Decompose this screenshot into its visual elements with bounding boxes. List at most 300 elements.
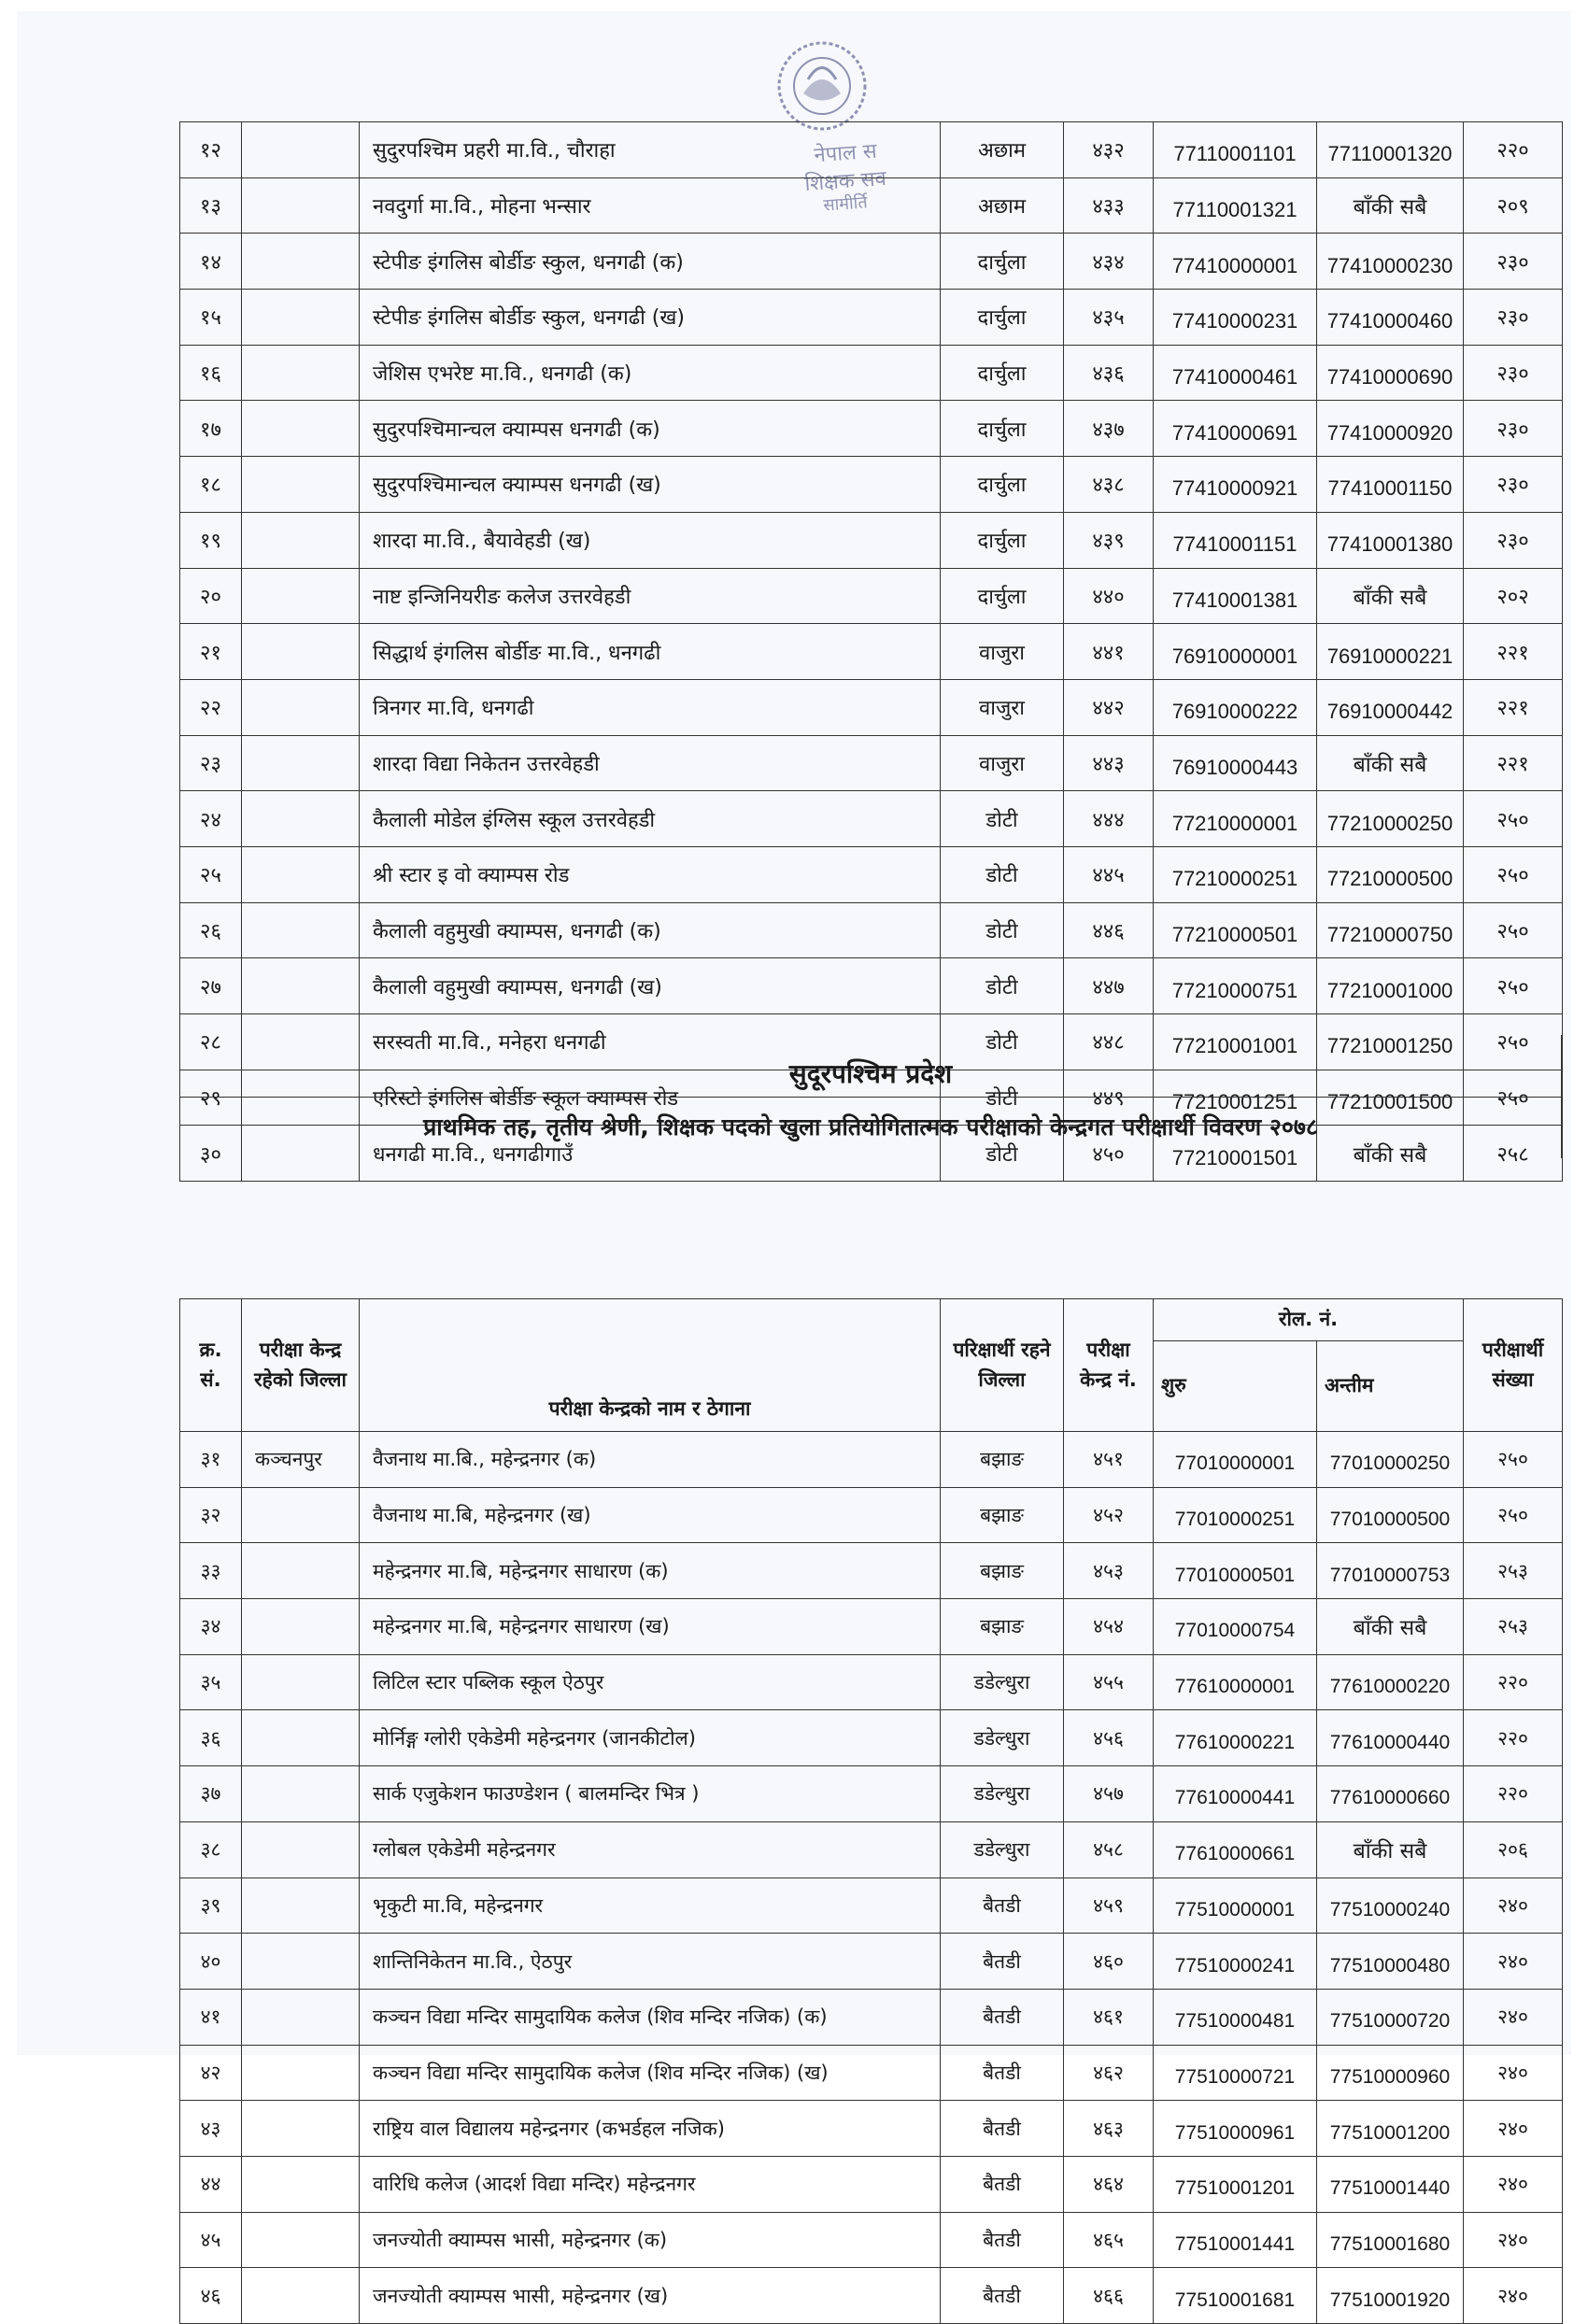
examinee-district-cell: बैतडी [941, 1878, 1064, 1934]
examinee-district-cell: दार्चुला [941, 290, 1064, 346]
exam-district-cell [242, 735, 360, 791]
table-row [180, 2156, 1563, 2212]
center-number-cell: ४३७ [1064, 401, 1154, 457]
serial-number-cell: २५ [180, 846, 242, 902]
center-number-cell: ४३९ [1064, 512, 1154, 568]
roll-end-cell: 77410000230 [1317, 234, 1464, 290]
roll-end-cell: 77210001000 [1317, 958, 1464, 1014]
serial-number-cell: १६ [180, 345, 242, 401]
exam-district-cell [242, 345, 360, 401]
roll-start-cell: 77610000661 [1154, 1821, 1317, 1878]
examinee-count-cell: २३० [1464, 457, 1563, 513]
center-name-cell: महेन्द्रनगर मा.बि, महेन्द्रनगर साधारण (ख) [360, 1599, 941, 1655]
table-row [180, 624, 1563, 680]
table-row [180, 679, 1563, 735]
roll-start-cell: 77210000001 [1154, 791, 1317, 847]
table-row [180, 1989, 1563, 2045]
center-number-cell: ४५० [1064, 1126, 1154, 1182]
serial-number-cell: ४४ [180, 2156, 242, 2212]
center-number-cell: ४५९ [1064, 1878, 1154, 1934]
examinee-count-cell: २५० [1464, 958, 1563, 1014]
center-name-cell: श्री स्टार इ वो क्याम्पस रोड [360, 846, 941, 902]
center-name-cell: महेन्द्रनगर मा.बि, महेन्द्रनगर साधारण (क) [360, 1543, 941, 1599]
exam-district-cell [242, 457, 360, 513]
exam-district-cell [242, 2045, 360, 2101]
examinee-count-cell: २५० [1464, 1487, 1563, 1543]
table-row [180, 1821, 1563, 1878]
exam-district-cell [242, 2101, 360, 2157]
roll-start-cell: 77510000721 [1154, 2045, 1317, 2101]
center-name-cell: नाष्ट इन्जिनियरीङ कलेज उत्तरवेहडी [360, 568, 941, 624]
roll-start-cell: 77410000691 [1154, 401, 1317, 457]
examinee-count-cell: २४० [1464, 2268, 1563, 2324]
table-row [180, 1878, 1563, 1934]
table-row [180, 2045, 1563, 2101]
examinee-count-cell: २२० [1464, 122, 1563, 178]
exam-district-cell [242, 1487, 360, 1543]
serial-number-cell: ३२ [180, 1487, 242, 1543]
table-row [180, 1710, 1563, 1766]
header-start: शुरु [1154, 1341, 1317, 1432]
roll-start-cell: 77410001381 [1154, 568, 1317, 624]
center-name-cell: सुदुरपश्चिमान्चल क्याम्पस धनगढी (क) [360, 401, 941, 457]
roll-start-cell: 77210000251 [1154, 846, 1317, 902]
table-row [180, 2212, 1563, 2268]
center-number-cell: ४६५ [1064, 2212, 1154, 2268]
examinee-count-cell: २४० [1464, 2045, 1563, 2101]
roll-start-cell: 77110001321 [1154, 177, 1317, 234]
examinee-count-cell: २३० [1464, 512, 1563, 568]
roll-start-cell: 76910000443 [1154, 735, 1317, 791]
exam-district-cell [242, 1821, 360, 1878]
serial-number-cell: ३१ [180, 1432, 242, 1488]
examinee-district-cell: डोटी [941, 1070, 1064, 1126]
roll-end-cell: 77510001200 [1317, 2101, 1464, 2157]
center-number-cell: ४४८ [1064, 1014, 1154, 1070]
table-row [180, 1766, 1563, 1822]
roll-start-cell: 77210001251 [1154, 1070, 1317, 1126]
roll-start-cell: 77010000001 [1154, 1432, 1317, 1488]
exam-district-cell [242, 846, 360, 902]
header-end: अन्तीम [1317, 1341, 1464, 1432]
center-name-cell: शारदा विद्या निकेतन उत्तरवेहडी [360, 735, 941, 791]
serial-number-cell: ३६ [180, 1710, 242, 1766]
roll-end-cell: 77610000440 [1317, 1710, 1464, 1766]
center-number-cell: ४३३ [1064, 177, 1154, 234]
roll-end-cell: 77210000250 [1317, 791, 1464, 847]
table-row [180, 122, 1563, 178]
serial-number-cell: १५ [180, 290, 242, 346]
exam-district-cell [242, 1989, 360, 2045]
center-number-cell: ४४९ [1064, 1070, 1154, 1126]
exam-district-cell [242, 958, 360, 1014]
examinee-district-cell: डडेल्धुरा [941, 1654, 1064, 1710]
examinee-count-cell: २४० [1464, 2156, 1563, 2212]
serial-number-cell: २६ [180, 902, 242, 958]
center-number-cell: ४३५ [1064, 290, 1154, 346]
province-title: सुदूरपश्चिम प्रदेश [179, 1035, 1562, 1098]
roll-end-cell: 76910000442 [1317, 679, 1464, 735]
center-number-cell: ४३२ [1064, 122, 1154, 178]
table-row [180, 1487, 1563, 1543]
exam-district-cell [242, 679, 360, 735]
center-name-cell: कैलाली वहुमुखी क्याम्पस, धनगढी (क) [360, 902, 941, 958]
exam-subtitle: प्राथमिक तह, तृतीय श्रेणी, शिक्षक पदको खुला प्रतियोगितात्मक परीक्षाको केन्द्रगत परीक्षार्थी विवरण २०७८ [179, 1097, 1562, 1158]
roll-end-cell: बाँकी सबै [1317, 177, 1464, 234]
serial-number-cell: १७ [180, 401, 242, 457]
serial-number-cell: ४२ [180, 2045, 242, 2101]
table-row [180, 1934, 1563, 1990]
serial-number-cell: ३० [180, 1126, 242, 1182]
examinee-count-cell: २३० [1464, 234, 1563, 290]
exam-district-cell [242, 1878, 360, 1934]
center-name-cell: मोर्निङ्ग ग्लोरी एकेडेमी महेन्द्रनगर (जानकीटोल) [360, 1710, 941, 1766]
examinee-count-cell: २३० [1464, 401, 1563, 457]
roll-end-cell: बाँकी सबै [1317, 735, 1464, 791]
center-number-cell: ४६२ [1064, 2045, 1154, 2101]
table-header-row-1 [180, 1299, 1563, 1341]
center-number-cell: ४५३ [1064, 1543, 1154, 1599]
exam-district-cell [242, 2212, 360, 2268]
roll-start-cell: 77010000754 [1154, 1599, 1317, 1655]
seal-text-line-3: सामीर्ति [822, 192, 869, 216]
roll-start-cell: 77410000001 [1154, 234, 1317, 290]
center-number-cell: ४६३ [1064, 2101, 1154, 2157]
center-name-cell: भृकुटी मा.वि, महेन्द्रनगर [360, 1878, 941, 1934]
table-row [180, 1543, 1563, 1599]
exam-district-cell [242, 1710, 360, 1766]
center-name-cell: धनगढी मा.वि., धनगढीगाउँ [360, 1126, 941, 1182]
center-number-cell: ४६४ [1064, 2156, 1154, 2212]
exam-district-cell [242, 401, 360, 457]
examinee-district-cell: बैतडी [941, 2212, 1064, 2268]
examinee-count-cell: २४० [1464, 1934, 1563, 1990]
examinee-district-cell: डडेल्धुरा [941, 1710, 1064, 1766]
center-name-cell: राष्ट्रिय वाल विद्यालय महेन्द्रनगर (कभर्डहल नजिक) [360, 2101, 941, 2157]
examinee-district-cell: दार्चुला [941, 512, 1064, 568]
examinee-district-cell: डोटी [941, 1014, 1064, 1070]
center-name-cell: वैजनाथ मा.बि., महेन्द्रनगर (क) [360, 1432, 941, 1488]
examinee-district-cell: बैतडी [941, 2156, 1064, 2212]
serial-number-cell: १३ [180, 177, 242, 234]
roll-start-cell: 77610000221 [1154, 1710, 1317, 1766]
examinee-district-cell: डडेल्धुरा [941, 1766, 1064, 1822]
serial-number-cell: ३३ [180, 1543, 242, 1599]
roll-end-cell: 77410000460 [1317, 290, 1464, 346]
header-center-no: परीक्षा केन्द्र नं. [1064, 1299, 1154, 1432]
center-number-cell: ४५४ [1064, 1599, 1154, 1655]
roll-end-cell: 77210001500 [1317, 1070, 1464, 1126]
table-row [180, 791, 1563, 847]
examinee-count-cell: २५० [1464, 791, 1563, 847]
examinee-count-cell: २२० [1464, 1654, 1563, 1710]
examinee-district-cell: वाजुरा [941, 679, 1064, 735]
roll-end-cell: बाँकी सबै [1317, 568, 1464, 624]
exam-district-cell [242, 290, 360, 346]
examinee-count-cell: २४० [1464, 2101, 1563, 2157]
center-name-cell: त्रिनगर मा.वि, धनगढी [360, 679, 941, 735]
header-examinee-district: परिक्षार्थी रहने जिल्ला [941, 1299, 1064, 1432]
roll-start-cell: 77010000251 [1154, 1487, 1317, 1543]
table-row [180, 1432, 1563, 1488]
exam-district-cell [242, 624, 360, 680]
roll-end-cell: 77210001250 [1317, 1014, 1464, 1070]
examinee-district-cell: बैतडी [941, 1989, 1064, 2045]
center-number-cell: ४५८ [1064, 1821, 1154, 1878]
roll-start-cell: 77510000961 [1154, 2101, 1317, 2157]
exam-district-cell [242, 1543, 360, 1599]
roll-end-cell: 76910000221 [1317, 624, 1464, 680]
center-number-cell: ४४७ [1064, 958, 1154, 1014]
roll-end-cell: 77410000690 [1317, 345, 1464, 401]
serial-number-cell: २२ [180, 679, 242, 735]
center-name-cell: कञ्चन विद्या मन्दिर सामुदायिक कलेज (शिव मन्दिर नजिक) (ख) [360, 2045, 941, 2101]
examinee-district-cell: डोटी [941, 958, 1064, 1014]
center-name-cell: कैलाली वहुमुखी क्याम्पस, धनगढी (ख) [360, 958, 941, 1014]
roll-end-cell: 77610000660 [1317, 1766, 1464, 1822]
roll-start-cell: 77410001151 [1154, 512, 1317, 568]
roll-end-cell: 77510001440 [1317, 2156, 1464, 2212]
roll-end-cell: 77510000720 [1317, 1989, 1464, 2045]
examinee-district-cell: डोटी [941, 846, 1064, 902]
center-name-cell: लिटिल स्टार पब्लिक स्कूल ऐठपुर [360, 1654, 941, 1710]
serial-number-cell: ३५ [180, 1654, 242, 1710]
examinee-district-cell: डडेल्धुरा [941, 1821, 1064, 1878]
exam-district-cell: कञ्चनपुर [242, 1432, 360, 1488]
table-row [180, 2268, 1563, 2324]
serial-number-cell: ३८ [180, 1821, 242, 1878]
center-number-cell: ४३६ [1064, 345, 1154, 401]
exam-district-cell [242, 1599, 360, 1655]
roll-end-cell: 77210000750 [1317, 902, 1464, 958]
examinee-district-cell: वाजुरा [941, 735, 1064, 791]
table-row [180, 234, 1563, 290]
roll-end-cell: 77610000220 [1317, 1654, 1464, 1710]
roll-start-cell: 77510001201 [1154, 2156, 1317, 2212]
center-number-cell: ४४४ [1064, 791, 1154, 847]
roll-start-cell: 77510000241 [1154, 1934, 1317, 1990]
examinee-district-cell: बझाङ [941, 1599, 1064, 1655]
examinee-district-cell: दार्चुला [941, 401, 1064, 457]
center-name-cell: जेशिस एभरेष्ट मा.वि., धनगढी (क) [360, 345, 941, 401]
examinee-count-cell: २४० [1464, 2212, 1563, 2268]
roll-end-cell: बाँकी सबै [1317, 1599, 1464, 1655]
roll-start-cell: 77210000501 [1154, 902, 1317, 958]
center-name-cell: सार्क एजुकेशन फाउण्डेशन ( बालमन्दिर भित्र ) [360, 1766, 941, 1822]
center-name-cell: स्टेपीङ इंगलिस बोर्डीङ स्कुल, धनगढी (क) [360, 234, 941, 290]
roll-end-cell: 77510001920 [1317, 2268, 1464, 2324]
examinee-count-cell: २२१ [1464, 624, 1563, 680]
examinee-count-cell: २२१ [1464, 735, 1563, 791]
table-row [180, 457, 1563, 513]
serial-number-cell: २९ [180, 1070, 242, 1126]
serial-number-cell: १२ [180, 122, 242, 178]
examinee-count-cell: २२० [1464, 1766, 1563, 1822]
examinee-count-cell: २२० [1464, 1710, 1563, 1766]
roll-end-cell: 77510000240 [1317, 1878, 1464, 1934]
examinee-count-cell: २५३ [1464, 1599, 1563, 1655]
center-name-cell: एरिस्टो इंगलिस बोर्डीङ स्कूल क्याम्पस रोड [360, 1070, 941, 1126]
seal-text-line-2: शिक्षक सव [803, 166, 887, 197]
examinee-count-cell: २५० [1464, 1432, 1563, 1488]
roll-end-cell: 77410000920 [1317, 401, 1464, 457]
roll-start-cell: 77510001681 [1154, 2268, 1317, 2324]
examinee-count-cell: २०९ [1464, 177, 1563, 234]
center-name-cell: स्टेपीङ इंगलिस बोर्डीङ स्कुल, धनगढी (ख) [360, 290, 941, 346]
examinee-count-cell: २५३ [1464, 1543, 1563, 1599]
roll-start-cell: 77110001101 [1154, 122, 1317, 178]
roll-start-cell: 77510000001 [1154, 1878, 1317, 1934]
examinee-district-cell: बैतडी [941, 2045, 1064, 2101]
roll-start-cell: 77510000481 [1154, 1989, 1317, 2045]
table-row [180, 2101, 1563, 2157]
center-number-cell: ४४५ [1064, 846, 1154, 902]
roll-end-cell: 77010000250 [1317, 1432, 1464, 1488]
center-name-cell: सिद्धार्थ इंगलिस बोर्डीङ मा.वि., धनगढी [360, 624, 941, 680]
center-number-cell: ४६१ [1064, 1989, 1154, 2045]
header-sn: क्र. सं. [180, 1299, 242, 1432]
exam-district-cell [242, 1934, 360, 1990]
table-row [180, 958, 1563, 1014]
examinee-district-cell: दार्चुला [941, 234, 1064, 290]
roll-start-cell: 77610000441 [1154, 1766, 1317, 1822]
center-name-cell: नवदुर्गा मा.वि., मोहना भन्सार [360, 177, 941, 234]
center-name-cell: ग्लोबल एकेडेमी महेन्द्रनगर [360, 1821, 941, 1878]
serial-number-cell: ४६ [180, 2268, 242, 2324]
examinee-count-cell: २५० [1464, 1014, 1563, 1070]
table-row [180, 568, 1563, 624]
serial-number-cell: ४५ [180, 2212, 242, 2268]
roll-start-cell: 77510001441 [1154, 2212, 1317, 2268]
header-roll-no: रोल. नं. [1154, 1299, 1464, 1341]
examinee-count-cell: २३० [1464, 345, 1563, 401]
examinee-district-cell: डोटी [941, 791, 1064, 847]
exam-district-cell [242, 512, 360, 568]
table-row [180, 345, 1563, 401]
examinee-district-cell: अछाम [941, 122, 1064, 178]
center-name-cell: वारिधि कलेज (आदर्श विद्या मन्दिर) महेन्द्रनगर [360, 2156, 941, 2212]
center-number-cell: ४६६ [1064, 2268, 1154, 2324]
roll-end-cell: 77010000753 [1317, 1543, 1464, 1599]
center-number-cell: ४४३ [1064, 735, 1154, 791]
examinee-district-cell: बैतडी [941, 2101, 1064, 2157]
roll-end-cell: 77010000500 [1317, 1487, 1464, 1543]
center-name-cell: शान्तिनिकेतन मा.वि., ऐठपुर [360, 1934, 941, 1990]
examinee-count-cell: २५० [1464, 902, 1563, 958]
center-number-cell: ४५७ [1064, 1766, 1154, 1822]
table-row [180, 1654, 1563, 1710]
examinee-count-cell: २४० [1464, 1878, 1563, 1934]
center-number-cell: ४४२ [1064, 679, 1154, 735]
roll-end-cell: बाँकी सबै [1317, 1126, 1464, 1182]
center-table-continued [179, 121, 1563, 1182]
roll-start-cell: 77210001501 [1154, 1126, 1317, 1182]
exam-district-cell [242, 1766, 360, 1822]
exam-district-cell [242, 2156, 360, 2212]
examinee-district-cell: बैतडी [941, 1934, 1064, 1990]
roll-start-cell: 77610000001 [1154, 1654, 1317, 1710]
header-center-name: परीक्षा केन्द्रको नाम र ठेगाना [360, 1299, 941, 1432]
center-name-cell: जनज्योती क्याम्पस भासी, महेन्द्रनगर (क) [360, 2212, 941, 2268]
center-name-cell: सरस्वती मा.वि., मनेहरा धनगढी [360, 1014, 941, 1070]
serial-number-cell: १८ [180, 457, 242, 513]
center-name-cell: शारदा मा.वि., बैयावेहडी (ख) [360, 512, 941, 568]
serial-number-cell: २७ [180, 958, 242, 1014]
roll-end-cell: 77510001680 [1317, 2212, 1464, 2268]
serial-number-cell: ३९ [180, 1878, 242, 1934]
exam-district-cell [242, 2268, 360, 2324]
exam-district-cell [242, 902, 360, 958]
serial-number-cell: ३७ [180, 1766, 242, 1822]
exam-district-cell [242, 568, 360, 624]
center-name-cell: कञ्चन विद्या मन्दिर सामुदायिक कलेज (शिव मन्दिर नजिक) (क) [360, 1989, 941, 2045]
table-row [180, 512, 1563, 568]
center-number-cell: ४४६ [1064, 902, 1154, 958]
section-heading-band [179, 1035, 1562, 1158]
examinee-district-cell: डोटी [941, 902, 1064, 958]
exam-district-cell [242, 177, 360, 234]
center-name-cell: सुदुरपश्चिमान्चल क्याम्पस धनगढी (ख) [360, 457, 941, 513]
center-name-cell: कैलाली मोडेल इंग्लिस स्कूल उत्तरवेहडी [360, 791, 941, 847]
exam-district-cell [242, 791, 360, 847]
examinee-district-cell: बझाङ [941, 1432, 1064, 1488]
examinee-count-cell: २५० [1464, 846, 1563, 902]
serial-number-cell: २४ [180, 791, 242, 847]
center-table-main [179, 1298, 1563, 2324]
roll-start-cell: 77210001001 [1154, 1014, 1317, 1070]
roll-start-cell: 77410000231 [1154, 290, 1317, 346]
examinee-district-cell: डोटी [941, 1126, 1064, 1182]
roll-start-cell: 76910000222 [1154, 679, 1317, 735]
roll-end-cell: 77510000960 [1317, 2045, 1464, 2101]
roll-end-cell: 77410001150 [1317, 457, 1464, 513]
examinee-count-cell: २२१ [1464, 679, 1563, 735]
roll-end-cell: 77210000500 [1317, 846, 1464, 902]
center-number-cell: ४६० [1064, 1934, 1154, 1990]
center-number-cell: ४३४ [1064, 234, 1154, 290]
examinee-district-cell: वाजुरा [941, 624, 1064, 680]
roll-start-cell: 77010000501 [1154, 1543, 1317, 1599]
roll-start-cell: 77210000751 [1154, 958, 1317, 1014]
table-row [180, 846, 1563, 902]
serial-number-cell: ४३ [180, 2101, 242, 2157]
table-row [180, 177, 1563, 234]
roll-end-cell: 77110001320 [1317, 122, 1464, 178]
table-row [180, 1599, 1563, 1655]
center-name-cell: वैजनाथ मा.बि, महेन्द्रनगर (ख) [360, 1487, 941, 1543]
center-number-cell: ४५५ [1064, 1654, 1154, 1710]
table-row [180, 902, 1563, 958]
examinee-district-cell: दार्चुला [941, 457, 1064, 513]
serial-number-cell: २८ [180, 1014, 242, 1070]
center-number-cell: ४५२ [1064, 1487, 1154, 1543]
roll-end-cell: 77410001380 [1317, 512, 1464, 568]
examinee-count-cell: २३० [1464, 290, 1563, 346]
serial-number-cell: ४१ [180, 1989, 242, 2045]
center-number-cell: ४३८ [1064, 457, 1154, 513]
header-exam-district: परीक्षा केन्द्र रहेको जिल्ला [242, 1299, 360, 1432]
examinee-district-cell: दार्चुला [941, 345, 1064, 401]
exam-district-cell [242, 234, 360, 290]
examinee-district-cell: बझाङ [941, 1543, 1064, 1599]
serial-number-cell: २१ [180, 624, 242, 680]
center-number-cell: ४५६ [1064, 1710, 1154, 1766]
examinee-count-cell: २४० [1464, 1989, 1563, 2045]
examinee-count-cell: २५० [1464, 1070, 1563, 1126]
examinee-count-cell: २५८ [1464, 1126, 1563, 1182]
center-name-cell: सुदुरपश्चिम प्रहरी मा.वि., चौराहा [360, 122, 941, 178]
center-number-cell: ४४० [1064, 568, 1154, 624]
